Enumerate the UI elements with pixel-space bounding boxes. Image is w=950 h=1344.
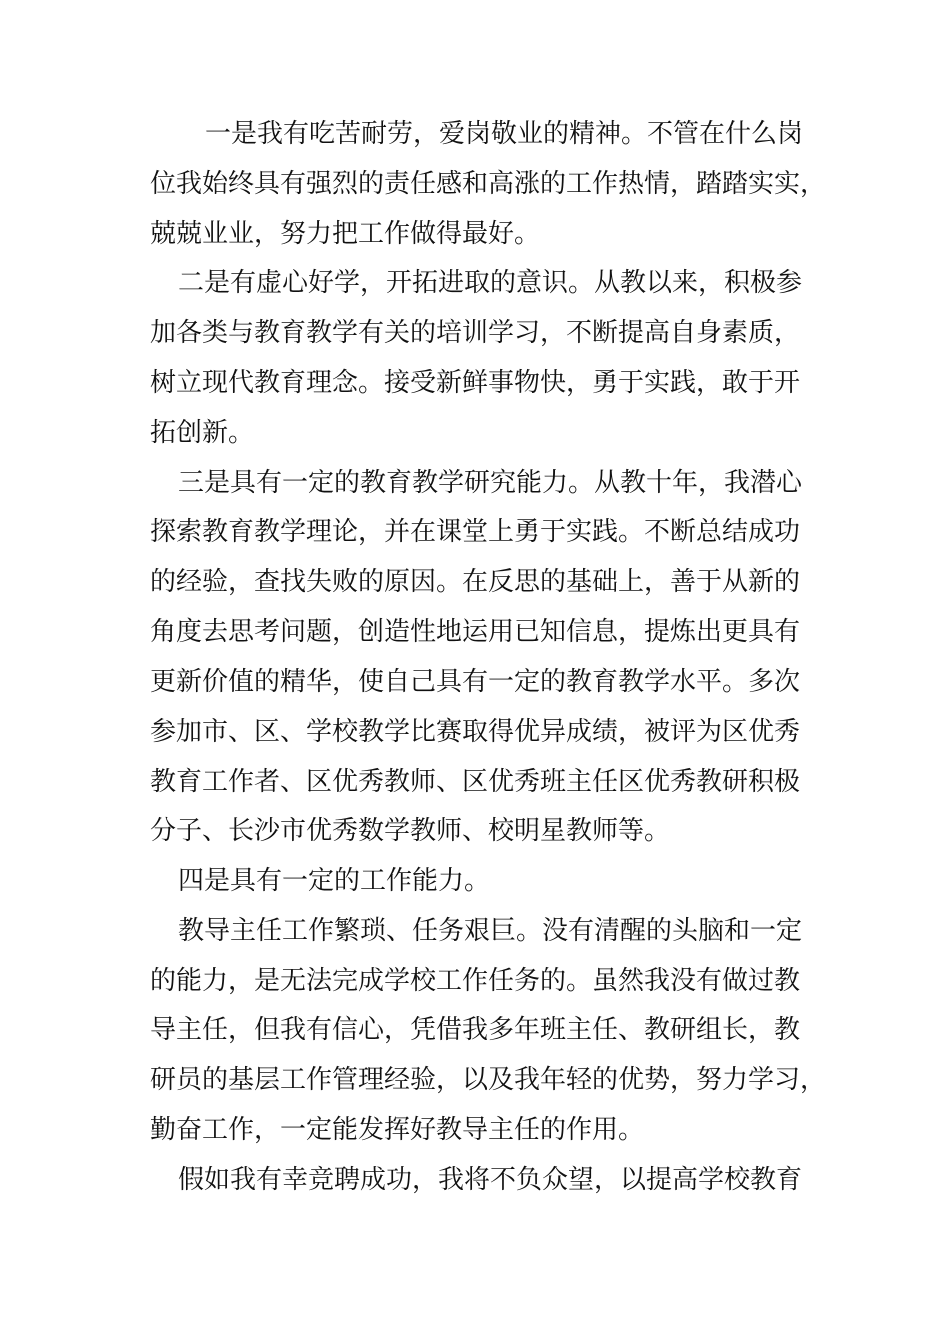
text-line: 假如我有幸竞聘成功，我将不负众望，以提高学校教育 (178, 1165, 803, 1195)
text-line: 加各类与教育教学有关的培训学习，不断提高自身素质， (150, 318, 801, 348)
text-line: 参加市、区、学校教学比赛取得优异成绩，被评为区优秀 (150, 717, 801, 747)
text-line: 一是我有吃苦耐劳，爱岗敬业的精神。不管在什么岗 (205, 119, 804, 149)
text-line: 研员的基层工作管理经验，以及我年轻的优势，努力学习， (150, 1065, 827, 1095)
text-line: 分子、长沙市优秀数学教师、校明星教师等。 (150, 816, 671, 846)
text-line: 角度去思考问题，创造性地运用已知信息，提炼出更具有 (150, 617, 801, 647)
text-line: 导主任，但我有信心，凭借我多年班主任、教研组长，教 (150, 1015, 801, 1045)
text-line: 探索教育教学理论，并在课堂上勇于实践。不断总结成功 (150, 517, 801, 547)
text-line: 拓创新。 (150, 418, 255, 448)
text-line: 位我始终具有强烈的责任感和高涨的工作热情，踏踏实实， (150, 169, 827, 199)
text-line: 的能力，是无法完成学校工作任务的。虽然我没有做过教 (150, 966, 801, 996)
text-line: 兢兢业业，努力把工作做得最好。 (150, 219, 541, 249)
text-line: 的经验，查找失败的原因。在反思的基础上，善于从新的 (150, 567, 801, 597)
text-line: 二是有虚心好学，开拓进取的意识。从教以来，积极参 (178, 268, 803, 298)
text-line: 四是具有一定的工作能力。 (178, 866, 491, 896)
text-line: 勤奋工作，一定能发挥好教导主任的作用。 (150, 1115, 645, 1145)
text-line: 教育工作者、区优秀教师、区优秀班主任区优秀教研积极 (150, 767, 801, 797)
text-line: 三是具有一定的教育教学研究能力。从教十年，我潜心 (178, 468, 803, 498)
text-line: 树立现代教育理念。接受新鲜事物快，勇于实践，敢于开 (150, 368, 801, 398)
text-line: 更新价值的精华，使自己具有一定的教育教学水平。多次 (150, 667, 801, 697)
text-line: 教导主任工作繁琐、任务艰巨。没有清醒的头脑和一定 (178, 916, 803, 946)
